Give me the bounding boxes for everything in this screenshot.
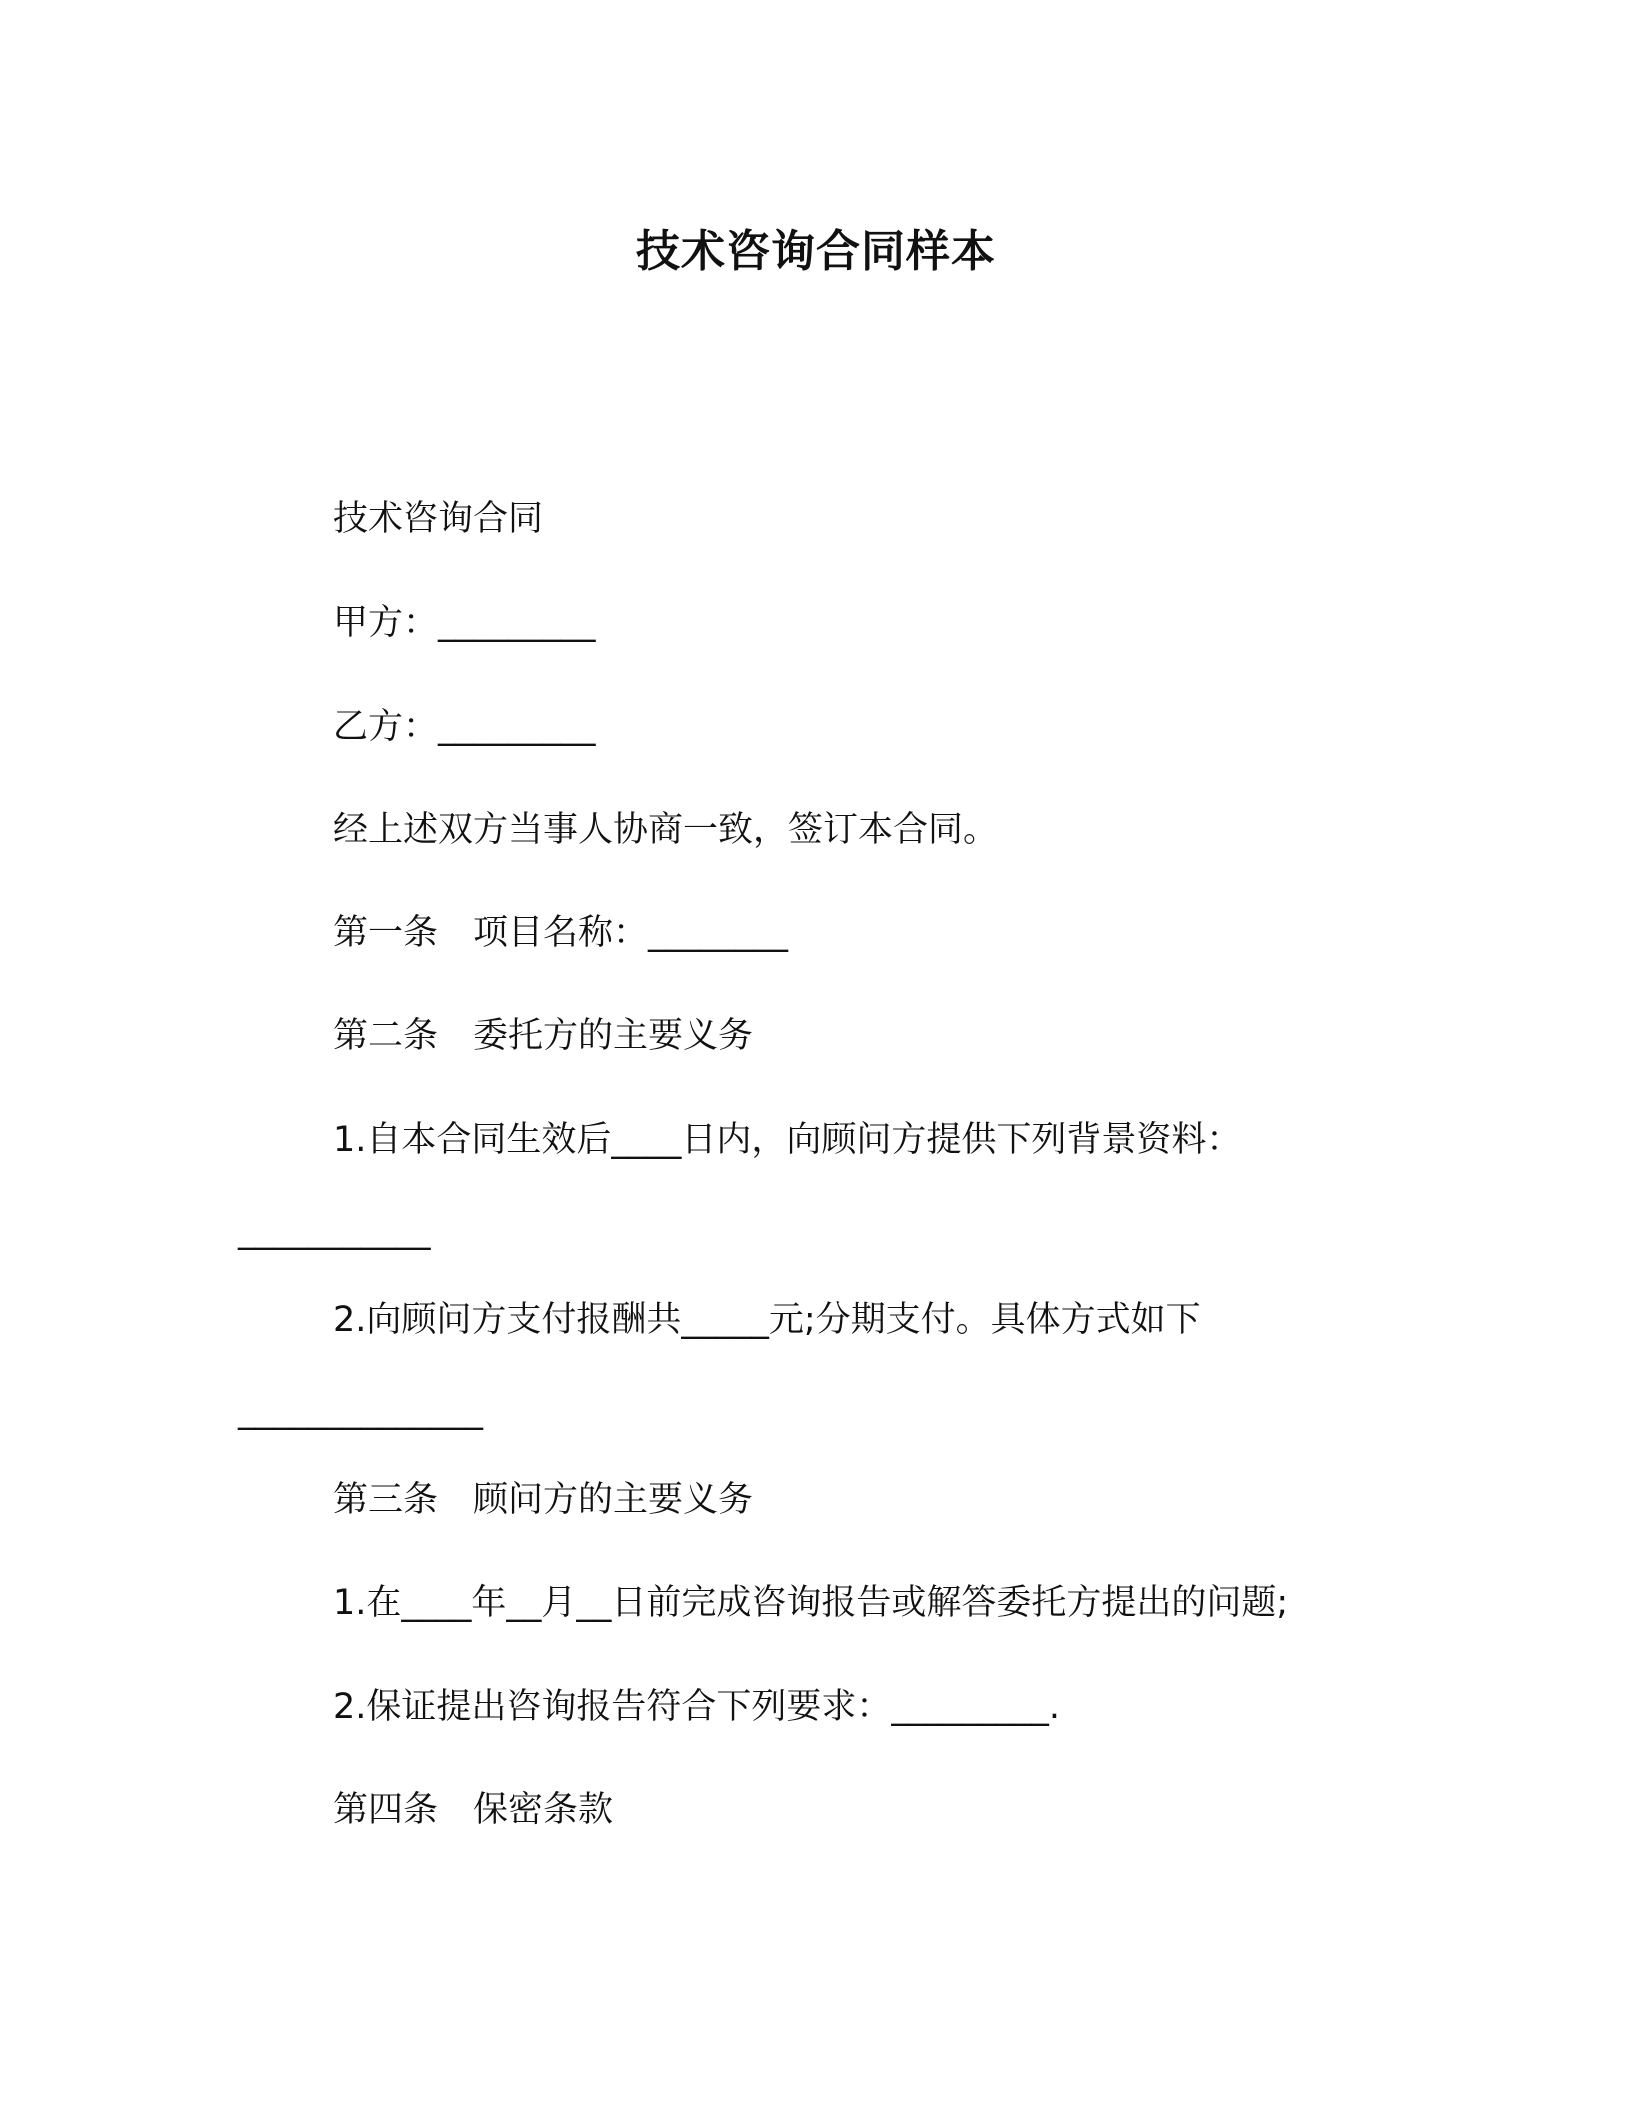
document-title: 技术咨询合同样本: [636, 226, 996, 277]
article-2-item-1-blank: ___________: [238, 1211, 431, 1251]
article-3-item-1: 1.在____年__月__日前完成咨询报告或解答委托方提出的问题;: [333, 1583, 1289, 1623]
article-2-item-2-blank: ______________: [238, 1391, 483, 1431]
article-3-heading: 第三条 顾问方的主要义务: [333, 1480, 754, 1520]
agreement-statement: 经上述双方当事人协商一致，签订本合同。: [333, 810, 999, 850]
article-3-item-2: 2.保证提出咨询报告符合下列要求：_________.: [333, 1687, 1061, 1727]
party-b-line: 乙方：_________: [333, 707, 596, 747]
article-2-item-1: 1.自本合同生效后____日内，向顾问方提供下列背景资料：: [333, 1120, 1242, 1160]
article-2-heading: 第二条 委托方的主要义务: [333, 1016, 754, 1056]
party-a-line: 甲方：_________: [333, 603, 596, 643]
article-1-project-name: 第一条 项目名称：________: [333, 913, 789, 953]
article-4-heading: 第四条 保密条款: [333, 1790, 614, 1830]
contract-heading: 技术咨询合同: [333, 499, 544, 539]
article-2-item-2: 2.向顾问方支付报酬共_____元;分期支付。具体方式如下: [333, 1300, 1201, 1340]
